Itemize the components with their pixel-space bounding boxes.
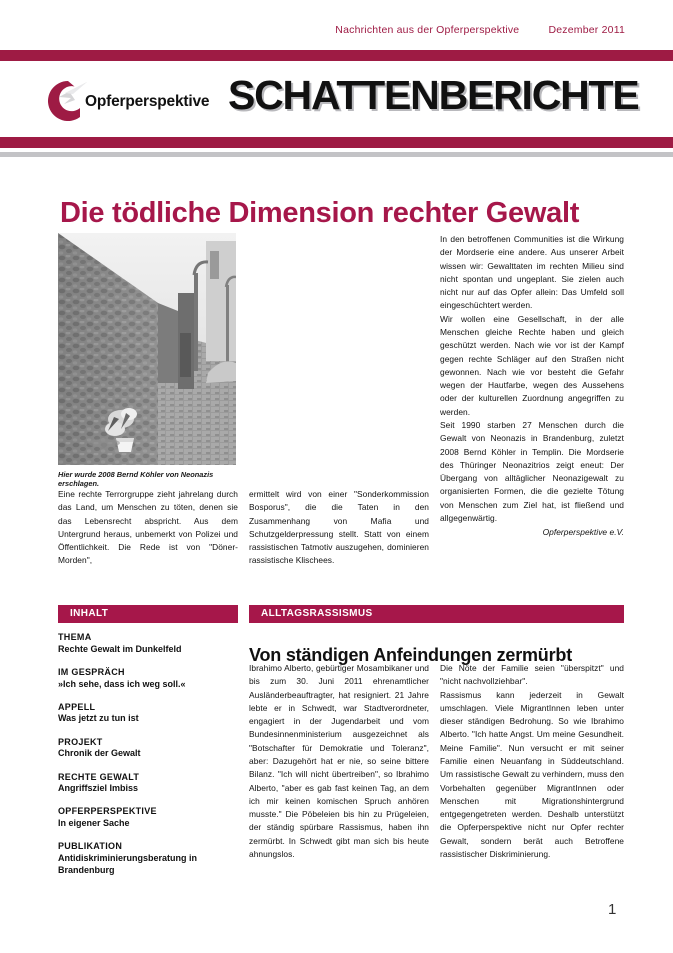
masthead-tagline: Nachrichten aus der Opferperspektive bbox=[335, 24, 520, 36]
toc-title: Was jetzt zu tun ist bbox=[58, 713, 139, 724]
section-header-inhalt: INHALT bbox=[58, 605, 238, 623]
table-of-contents bbox=[58, 632, 244, 888]
lead-headline: Die tödliche Dimension rechter Gewalt bbox=[60, 197, 580, 230]
masthead-tagline-row bbox=[0, 24, 673, 46]
toc-kicker: THEMA bbox=[58, 632, 92, 642]
opferperspektive-logo[interactable] bbox=[47, 76, 222, 124]
toc-item-im-gespraech[interactable] bbox=[58, 667, 244, 690]
alltag-col1-text: Ibrahimo Alberto, gebürtiger Mosambikaner und bis zum 30. Juni 2011 ehrenamtlicher Ausländerbeauftragter, hat resigniert. 21 Jahre lebte er in Schwedt, war Stadtverordneter, engagiert in der Jugendarbeit und vom Bundesinnenministerium ausgezeichnet als "Botschafter für Demokratie und Toleranz", aber: Dazugehört hat er nie, so seine bittere Bilanz. "Ich will nicht übertreiben", so Ibrahimo Alberto, "aber es gab fast keinen Tag, an dem ich mir keinen komischen Spruch anhören musste." Die Pöbeleien bis hin zu Prügeleien, der ständig spürbare Rassismus, haben ihn zermürbt. In Schwedt gibt man sich bis heute ahnungslos. bbox=[249, 663, 429, 859]
second-article-column-2 bbox=[440, 662, 624, 861]
lead-photo-caption: Hier wurde 2008 Bernd Köhler von Neonazis erschlagen. bbox=[58, 470, 214, 489]
lead-article-column-3 bbox=[440, 233, 624, 539]
toc-item-opferperspektive[interactable] bbox=[58, 806, 244, 829]
lead-col2-text: ermittelt wird von einer "Sonderkommission Bosporus", die die Taten in den Zusammenhang von Mafia und Schutzgelderpressung stellt. Statt von einem rassistischen Tatmotiv auszugehen, dominieren rassistische Klischees. bbox=[249, 489, 429, 566]
lead-article-column-2 bbox=[249, 488, 429, 568]
alltag-col2-para-1: Die Nöte der Familie seien "überspitzt" und "nicht nachvollziehbar". bbox=[440, 663, 624, 687]
lead-col1-text: Eine rechte Terrorgruppe zieht jahrelang durch das Land, um Menschen zu töten, denen sie das Lebensrecht abspricht. Aus dem Untergrund heraus, unbemerkt von Polizei und Öffentlichkeit. Die Rede ist von "Döner-Morden", bbox=[58, 489, 238, 566]
toc-title: Antidiskriminierungsberatung in Brandenburg bbox=[58, 852, 198, 875]
lead-col3-para-2: Wir wollen eine Gesellschaft, in der alle Menschen gleiche Rechte haben und gleich geschützt werden. Nach wie vor ist der Kampf gegen rechte Schläger auf den Straßen nicht gewonnen. Nach wie vor besteht die Gefahr wegen der Hautfarbe, wegen des Aussehens oder der kulturellen Zuordnung angegriffen zu werden. bbox=[440, 313, 624, 417]
opferperspektive-logo-text: Opferperspektive bbox=[85, 93, 210, 110]
second-article-headline: Von ständigen Anfeindungen zermürbt bbox=[249, 644, 572, 665]
header-rule-bottom bbox=[0, 137, 673, 148]
toc-item-rechte-gewalt[interactable] bbox=[58, 772, 244, 795]
header-rule-grey bbox=[0, 152, 673, 157]
toc-title: Rechte Gewalt im Dunkelfeld bbox=[58, 643, 182, 654]
toc-item-thema[interactable] bbox=[58, 632, 244, 655]
lead-photo bbox=[58, 233, 236, 465]
toc-title: In eigener Sache bbox=[58, 818, 130, 829]
page-number: 1 bbox=[608, 901, 617, 918]
toc-title: Angriffsziel Imbiss bbox=[58, 783, 139, 794]
toc-kicker: OPFERPERSPEKTIVE bbox=[58, 806, 157, 817]
second-article-column-1 bbox=[249, 662, 429, 861]
section-header-alltagsrassismus: ALLTAGSRASSISMUS bbox=[249, 605, 624, 623]
toc-kicker: PROJEKT bbox=[58, 736, 103, 747]
toc-kicker: PUBLIKATION bbox=[58, 841, 123, 852]
lead-col3-para-3: Seit 1990 starben 27 Menschen durch die Gewalt von Neonazis in Brandenburg, zuletzt 2008 Bernd Köhler in Templin. Die Mordserie des Thüringer Neonazitrios zeigt eneut: Der Übergang von alltäglicher Neonazigewalt zu organisierten Formen, die die gezielte Tötung von Menschen zum Ziel hat, ist fließend und allgegenwärtig. bbox=[440, 419, 624, 523]
opferperspektive-mark-icon bbox=[47, 80, 89, 122]
toc-kicker: APPELL bbox=[58, 701, 96, 712]
alltag-col2-para-2: Rassismus kann jederzeit in Gewalt umschlagen. Viele MigrantInnen leben unter dieser ständigen Bedrohung. So wie Ibrahimo Alberto. "Ich hatte Angst. Um meine Gesundheit. Meine Familie". Nun versucht er mit seiner Familie einen Neuanfang in Süddeutschland. Um rassistische Gewalt zu verhindern, muss den Vorbehalten gegenüber MigrantInnen oder Menschen mit Migrationshintergrund entgegengetreten werden. Deshalb unterstützt die Opferperspektive nicht nur Opfer rechter Gewalt, sondern berät auch Betroffene rassistischer Diskriminierung. bbox=[440, 689, 624, 859]
toc-item-appell[interactable] bbox=[58, 702, 244, 725]
toc-item-publikation[interactable] bbox=[58, 841, 244, 876]
lead-article-column-1 bbox=[58, 488, 238, 568]
toc-title: Chronik der Gewalt bbox=[58, 748, 141, 759]
toc-title: »Ich sehe, dass ich weg soll.« bbox=[58, 678, 186, 689]
publication-wordmark: SCHATTENBERICHTE bbox=[228, 72, 639, 118]
header-rule-top bbox=[0, 50, 673, 61]
toc-kicker: IM GESPRÄCH bbox=[58, 666, 125, 677]
lead-col3-para-1: In den betroffenen Communities ist die Wirkung der Mordserie eine andere. Aus unserer Arbeit wissen wir: Gewalttaten im rechten Milieu sind nicht spontan und ungeplant. Sie zielen auch nicht nur auf das Opfer allein: Das Umfeld soll eingeschüchtert werden. bbox=[440, 234, 624, 311]
toc-kicker: RECHTE GEWALT bbox=[58, 771, 140, 782]
masthead-issue-date: Dezember 2011 bbox=[548, 24, 625, 36]
toc-item-projekt[interactable] bbox=[58, 737, 244, 760]
lead-article-signature: Opferperspektive e.V. bbox=[542, 527, 624, 538]
